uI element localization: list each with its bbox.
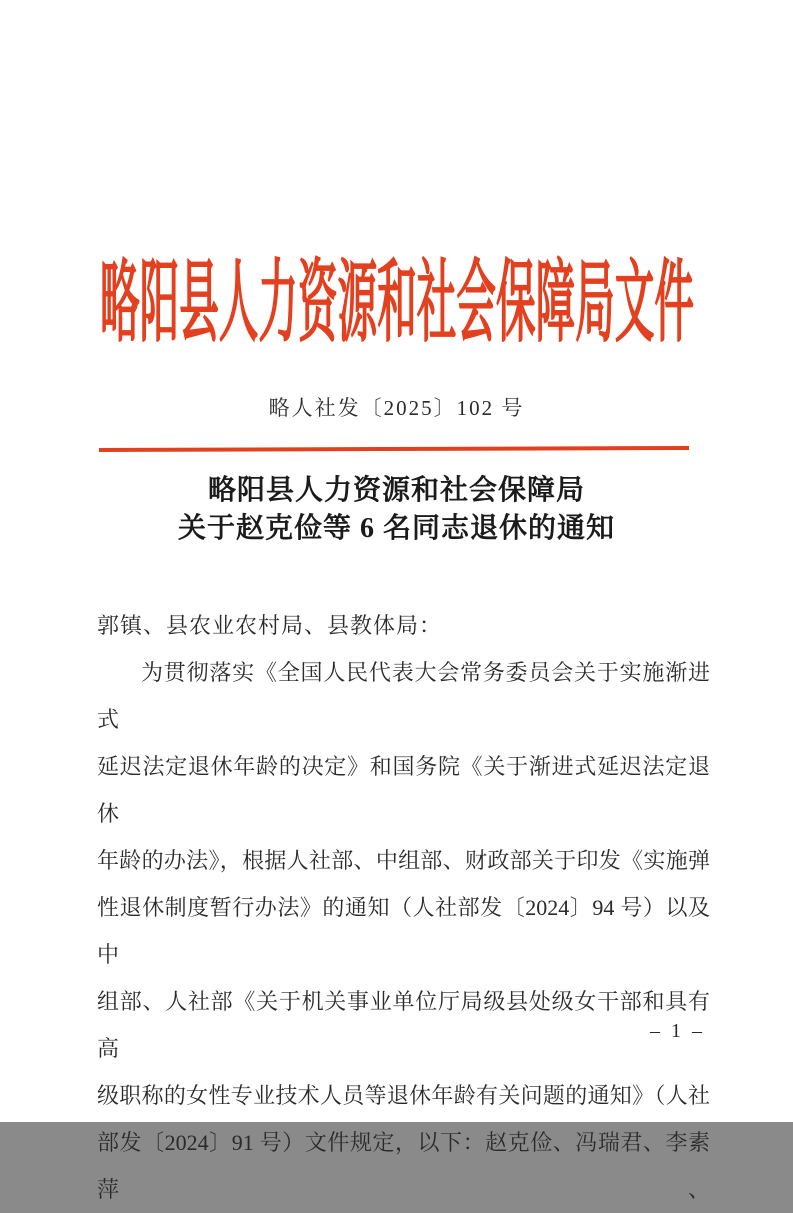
paragraph-line: 级职称的女性专业技术人员等退休年龄有关问题的通知》（人社	[97, 1083, 710, 1108]
document-title-line1: 略阳县人力资源和社会保障局	[207, 475, 585, 506]
page-number: – 1 –	[650, 1020, 705, 1042]
addressee-line: 郭镇、县农业农村局、县教体局：	[97, 613, 443, 638]
paragraph-line: 延迟法定退休年龄的决定》和国务院《关于渐进式延迟法定退休	[97, 754, 710, 826]
paragraph-line: 组部、人社部《关于机关事业单位厅局级县处级女干部和具有高	[97, 989, 710, 1061]
letterhead	[0, 254, 793, 354]
document-body	[97, 602, 710, 1213]
paragraph-line: 为贯彻落实《全国人民代表大会常务委员会关于实施渐进式	[97, 660, 710, 732]
document-title	[0, 472, 793, 548]
paragraph-line: 性退休制度暂行办法》的通知（人社部发〔2024〕94 号）以及中	[97, 895, 710, 967]
document-title-line2: 关于赵克俭等 6 名同志退休的通知	[177, 513, 615, 544]
paragraph-line: 部发〔2024〕91 号）文件规定，以下：赵克俭、冯瑞君、李素萍、	[97, 1130, 710, 1202]
red-divider-rule	[99, 446, 689, 452]
letterhead-org-title: 略阳县人力资源和社会保障局文件	[99, 254, 694, 353]
document-reference-number: 略人社发〔2025〕102 号	[268, 396, 525, 420]
body-paragraph	[97, 649, 710, 1213]
paragraph-line: 年龄的办法》，根据人社部、中组部、财政部关于印发《实施弹	[97, 848, 710, 873]
